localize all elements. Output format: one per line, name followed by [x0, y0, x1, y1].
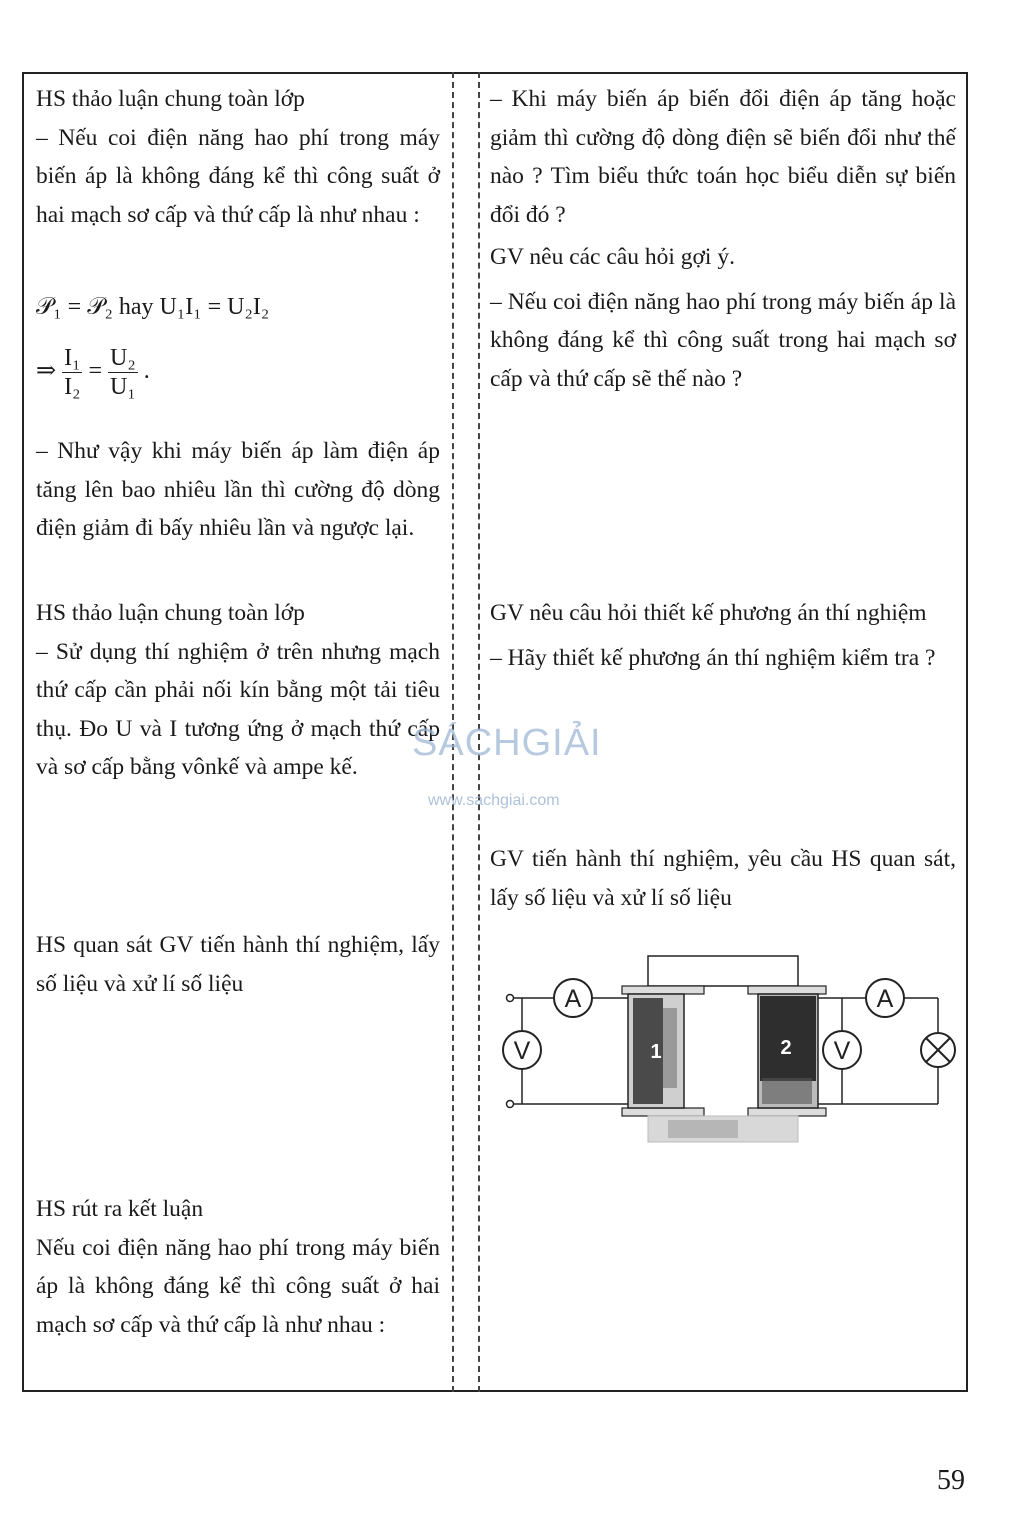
- coil-1-label: 1: [650, 1041, 662, 1063]
- input-terminal: [507, 1101, 514, 1108]
- watermark-url: www.sachgiai.com: [428, 792, 560, 809]
- page-number: 59: [937, 1465, 965, 1496]
- block-heading: HS thảo luận chung toàn lớp: [36, 600, 305, 626]
- student-block-3: HS quan sát GV tiến hành thí nghiệm, lấy số liệu và xử lí số liệu: [36, 932, 440, 997]
- input-terminal: [507, 995, 514, 1002]
- current-fraction: $\frac{\text{I₁}}{\text{I₂}}$: [64, 345, 81, 400]
- voltage-fraction: $\frac{\text{U₂}}{\text{U₁}}$: [110, 345, 136, 400]
- teacher-block-3: GV tiến hành thí nghiệm, yêu cầu HS quan sát, lấy số liệu và xử lí số liệu: [490, 846, 956, 911]
- paragraph: Nếu coi điện năng hao phí trong máy biến áp là không đáng kể thì công suất ở hai mạch sơ cấp và thứ cấp là như nhau :: [36, 1234, 440, 1338]
- teacher-block-2: [490, 594, 956, 677]
- student-block-4: [36, 1190, 440, 1344]
- current-voltage-ratio-formula: ⇒ $\frac{\text{I₁}}{\text{I₂}}$ = $\frac{\text{U₂}}{\text{U₁}}$ .: [36, 345, 150, 400]
- equals-sign: =: [88, 358, 103, 385]
- implies-symbol: ⇒: [36, 358, 57, 385]
- svg-text:V: V: [833, 1037, 851, 1065]
- transformer-circuit-diagram: [498, 948, 968, 1158]
- paragraph: – Sử dụng thí nghiệm ở trên nhưng mạch thứ cấp cần phải nối kín bằng một tải tiêu thụ. Đo U và I tương ứng ở mạch thứ cấp và sơ cấp bằng vônkế và ampe kế.: [36, 638, 440, 780]
- power-equation: 𝒫₁ = 𝒫₂ hay U₁I₁ = U₂I₂: [36, 294, 270, 320]
- coil-2-label: 2: [780, 1037, 792, 1059]
- block-heading: HS rút ra kết luận: [36, 1196, 204, 1222]
- student-block-2: [36, 594, 440, 787]
- block-heading: HS thảo luận chung toàn lớp: [36, 86, 305, 112]
- svg-text:A: A: [564, 985, 582, 1013]
- paragraph: – Khi máy biến áp biến đổi điện áp tăng hoặc giảm thì cường độ dòng điện sẽ biến đổi như thế nào ? Tìm biểu thức toán học biểu diễn sự biến đổi đó ?: [490, 86, 956, 228]
- paragraph: GV nêu câu hỏi thiết kế phương án thí nghiệm: [490, 600, 927, 626]
- paragraph: GV nêu các câu hỏi gợi ý.: [490, 244, 735, 270]
- lamp-icon: [921, 1033, 955, 1067]
- teacher-block-1: [490, 80, 956, 398]
- svg-text:A: A: [876, 985, 894, 1013]
- paragraph: – Nếu coi điện năng hao phí trong máy biến áp là không đáng kể thì công suất ở hai mạch sơ cấp và thứ cấp là như nhau :: [36, 124, 440, 228]
- conclusion-paragraph: – Như vậy khi máy biến áp làm điện áp tăng lên bao nhiêu lần thì cường độ dòng điện giảm đi bấy nhiêu lần và ngược lại.: [36, 438, 440, 541]
- student-block-1: [36, 80, 440, 234]
- transformer-yoke: [648, 956, 798, 986]
- svg-text:V: V: [513, 1037, 531, 1065]
- watermark-logo: SÁCHGIẢI: [412, 722, 602, 764]
- paragraph: – Nếu coi điện năng hao phí trong máy biến áp là không đáng kể thì công suất trong hai mạch sơ cấp và thứ cấp sẽ thế nào ?: [490, 288, 956, 392]
- paragraph: – Hãy thiết kế phương án thí nghiệm kiểm tra ?: [490, 644, 936, 671]
